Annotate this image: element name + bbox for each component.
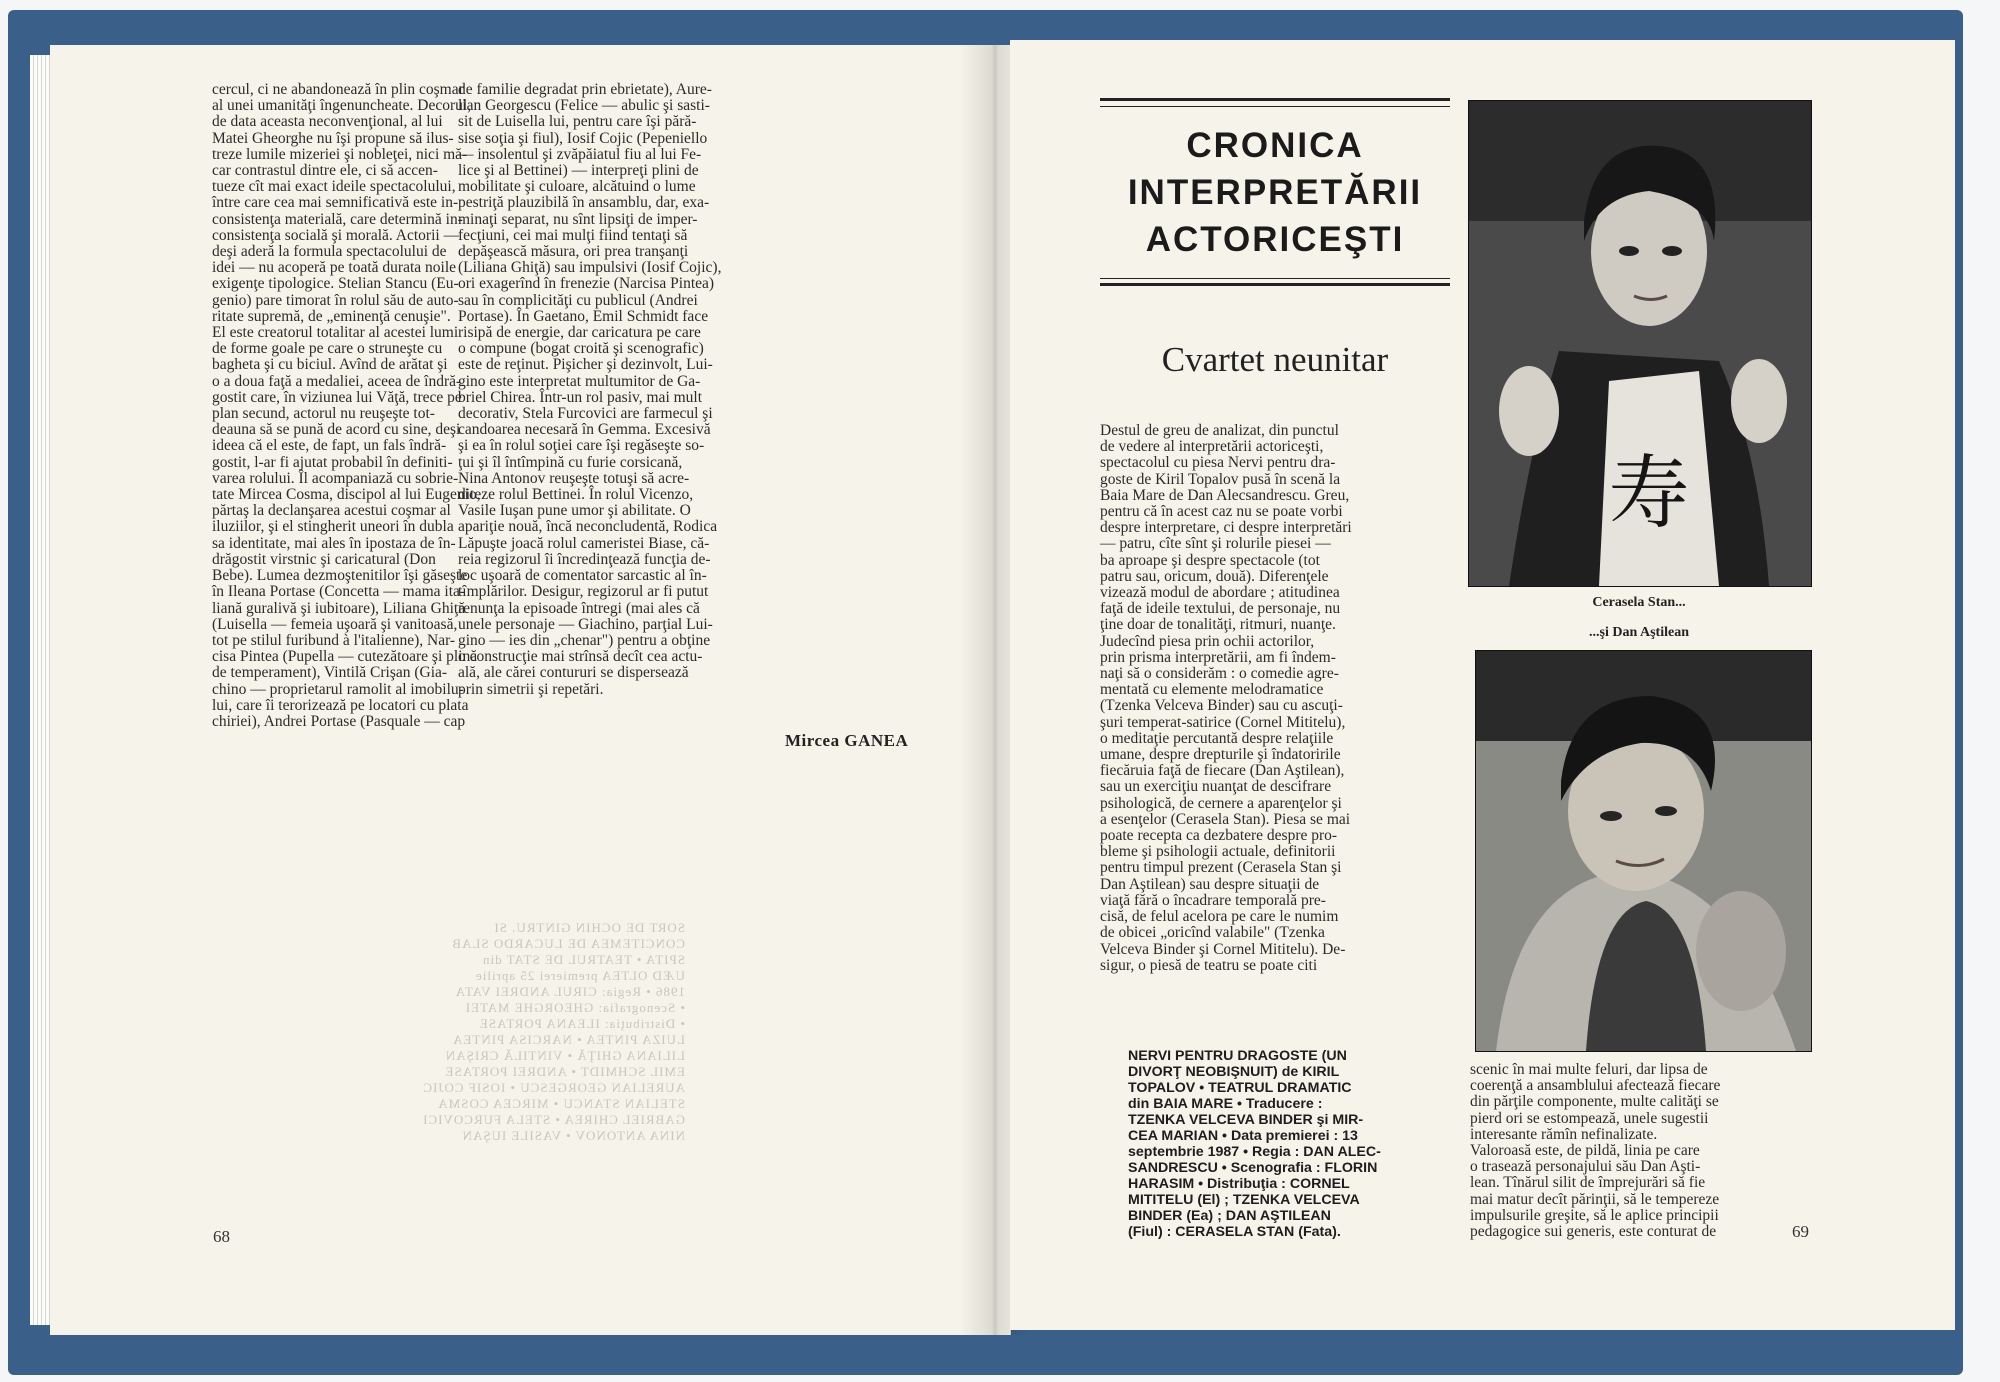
bleed-through-text: SORT DE OCHIN GINTRU. SI CONCITEMEA DE LUCARDO SLAB SPITA • TEATRUL DE STAT din UÆD OLTEA premierei 25 aprilie 1986 • Regia: CIRUL ANDREI VATA • Scenografia: GHEORGHE MATEI • Distribuţia: ILEANA PORTASE LUIZA PINTEA • NARCISA PINTEA LILIANA GHIŢĂ • VINTILĂ CRIŞAN EMIL SCHMIDT • ANDREI PORTASE AURELIAN GEORGESCU • IOSIF COJIC STELIAN STANCU • MIRCEA COSMA GABRIEL CHIREA • STELA FURCOVICI NINA ANTONOV • VASILE IUŞAN <box>422 920 685 1143</box>
banner-line-2: INTERPRETĂRII <box>1127 173 1423 212</box>
right-page <box>1010 40 1955 1330</box>
svg-text:寿: 寿 <box>1609 447 1689 540</box>
portrait-man-image <box>1476 651 1811 1051</box>
banner-rule-top <box>1100 98 1450 101</box>
photo-caption-1: Cerasela Stan... <box>1592 595 1686 610</box>
banner-rule-top-thin <box>1100 106 1450 107</box>
page-number-left: 68 <box>213 1227 230 1246</box>
production-credits: NERVI PENTRU DRAGOSTE (UN DIVORŢ NEOBIŞNUIT) de KIRIL TOPALOV • TEATRUL DRAMATIC din BAIA MARE • Traducere : TZENKA VELCEVA BINDER şi MIR- CEA MARIAN • Data premierei : 13 septembrie 1987 • Regia : DAN ALEC- SANDRESCU • Scenografia : FLORIN HARASIM • Distribuţia : CORNEL MITITELU (El) ; TZENKA VELCEVA BINDER (Ea) ; DAN AŞTILEAN (Fiul) : CERASELA STAN (Fata). <box>1128 1048 1381 1240</box>
author-signature: Mircea GANEA <box>785 731 909 750</box>
section-banner <box>1100 122 1450 263</box>
photo-caption-2: ...şi Dan Aştilean <box>1589 625 1689 640</box>
banner-rule-bottom-thin <box>1100 278 1450 279</box>
photo-dan-astilean <box>1475 650 1812 1052</box>
left-column-2: de familie degradat prin ebrietate), Aure- lian Georgescu (Felice — abulic şi sasti- sit de Luisella lui, pentru care îşi pără- sise soţia şi fiul), Iosif Cojic (Pepeniello — insolentul şi zvăpăiatul fiu al lui Fe- lice şi al Bettinei) — interpreţi plini de mobilitate şi culoare, alcătuind o lume pestriţă plauzibilă în ansamblu, dar, exa- minaţi separat, nu sînt lipsiţi de imper- fecţiuni, cei mai mulţi fiind tentaţi să depăşească măsura, ori prea tranşanţi (Liliana Ghiţă) sau impulsivi (Iosif Cojic), ori exagerînd în frenezie (Narcisa Pintea) sau în complicităţi cu publicul (Andrei Portase). În Gaetano, Emil Schmidt face risipă de energie, dar caricatura pe care o compune (bogat croită şi scenografic) este de reţinut. Pişicher şi dezinvolt, Lui- gino este interpretat multumitor de Ga- briel Chirea. Într-un rol pasiv, mai mult decorativ, Stela Furcovici are farmecul şi candoarea necesară în Gemma. Excesivă şi ea în rolul soţiei care îşi regăseşte so- ţui şi îl întîmpină cu furie corsicană, Nina Antonov reuşeşte totuşi să acre- diteze rolul Bettinei. În rolul Vicenzo, Vasile Iuşan pune umor şi abilitate. O apariţie nouă, încă neconcludentă, Rodica Lăpuşte joacă rolul cameristei Biase, că- reia regizorul îi încredinţează funcţia de- loc uşoară de comentator sarcastic al în- tîmplărilor. Desigur, regizorul ar fi putut renunţa la episoade întregi (mai ales că unele personaje — Giachino, parţial Lui- gino — ies din „chenar") pentru a obţine o construcţie mai strînsă decît cea actu- ală, ale cărei contururi se dispersează prin simetrii şi repetări. <box>458 81 722 698</box>
banner-rule-bottom <box>1100 283 1450 286</box>
article-body-main: Destul de greu de analizat, din punctul de vedere al interpretării actoriceşti, spectacolul cu piesa Nervi pentru dra- goste de Kiril Topalov pusă în scenă la Baia Mare de Dan Alecsandrescu. Greu, pentru că în acest caz nu se poate vorbi despre interpretare, ci despre interpretări — patru, cîte sînt şi rolurile piesei — ba aproape şi despre spectacole (tot patru sau, oricum, două). Diferenţele vizează modul de abordare ; atitudinea faţă de ideile textului, de personaje, nu ţine doar de tonalităţi, ritmuri, nuanţe. Judecînd piesa prin ochii actorilor, prin prisma interpretării, am fi îndem- naţi să o considerăm : o comedie agre- mentată cu elemente melodramatice (Tzenka Velceva Binder) sau cu ascuţi- şuri temperat-satirice (Cornel Mititelu), o meditaţie percutantă despre relaţiile umane, despre drepturile şi îndatoririle fiecăruia faţă de fiecare (Dan Aştilean), sau un exerciţiu nuanţat de descifrare psihologică, de cernere a aparenţelor şi a esenţelor (Cerasela Stan). Piesa se mai poate recepta ca dezbatere despre pro- bleme şi psihologii actuale, definitorii pentru timpul prezent (Cerasela Stan şi Dan Aştilean) sau despre situaţii de viaţă fără o încadrare temporală pre- cisă, de felul acelora pe care le numim de obicei „oricînd valabile" (Tzenka Velceva Binder şi Cornel Mititelu). De- sigur, o piesă de teatru se poate citi <box>1100 422 1352 974</box>
left-page <box>50 45 1011 1335</box>
page-number-right: 69 <box>1792 1222 1809 1241</box>
banner-line-1: CRONICA <box>1186 126 1364 165</box>
article-headline: Cvartet neunitar <box>1161 340 1389 379</box>
left-column-1: cercul, ci ne abandonează în plin coşmar al unei umanităţi îngenuncheate. Decorul, de data aceasta neconvenţional, al lui Matei Gheorghe nu îşi propune să ilus- treze lumile mizeriei şi nobleţei, nici mă- car contrastul dintre ele, ci să accen- tueze cît mai exact ideile spectacolului, între care cea mai semnificativă este in- consistenţa materială, care determină in- consistenţa socială şi morală. Actorii — deşi aderă la formula spectacolului de idei — nu acoperă pe toată durata noile exigenţe tipologice. Stelian Stancu (Eu- genio) pare timorat în rolul său de auto- ritate supremă, de „eminenţă cenuşie". El este creatorul totalitar al acestei lumi de forme goale pe care o struneşte cu bagheta şi cu biciul. Avînd de arătat şi o a doua faţă a medaliei, aceea de îndră- gostit care, în viziunea lui Văţă, trece pe plan secund, actorul nu reuşeşte tot- deauna să se pună de acord cu sine, deşi ideea că el este, de fapt, un fals îndră- gostit, l-ar fi ajutat probabil în definiti- varea rolului. Îl acompaniază cu sobrie- tate Mircea Cosma, discipol al lui Eugenio, părtaş la declanşarea acestui coşmar al iluziilor, şi el stingherit uneori în dubla sa identitate, mai ales în ipostaza de în- drăgostit virstnic şi caricatural (Don Bebe). Lumea dezmoştenitilor îşi găseşte în Ileana Portase (Concetta — mama ita- liană guralivă şi iubitoare), Liliana Ghiţă (Luisella — femeia uşoară şi vanitoasă, tot pe stilul furibund à l'italienne), Nar- cisa Pintea (Pupella — cutezătoare şi plină de temperament), Vintilă Crişan (Gia- chino — proprietarul ramolit al imobilu- lui, care îi terorizează pe locatori cu plata chiriei), Andrei Portase (Pasquale — cap <box>212 81 481 730</box>
article-body-side: scenic în mai multe feluri, dar lipsa de coerenţă a ansamblului afectează fiecare din părţile componente, multe calităţi se pierd ori se estompează, unele sugestii interesante rămîn nefinalizate. Valoroasă este, de pildă, linia pe care o trasează personajului său Dan Aşti- lean. Tînărul silit de împrejurări să fie mai matur decît părinţii, să le tempereze impulsurile greşite, să le aplice principii pedagogice sui generis, este conturat de <box>1470 1061 1721 1241</box>
photo-cerasela-stan <box>1468 100 1812 587</box>
banner-line-3: ACTORICEŞTI <box>1145 220 1405 259</box>
portrait-woman-image <box>1469 101 1811 586</box>
page-edges <box>30 55 52 1325</box>
